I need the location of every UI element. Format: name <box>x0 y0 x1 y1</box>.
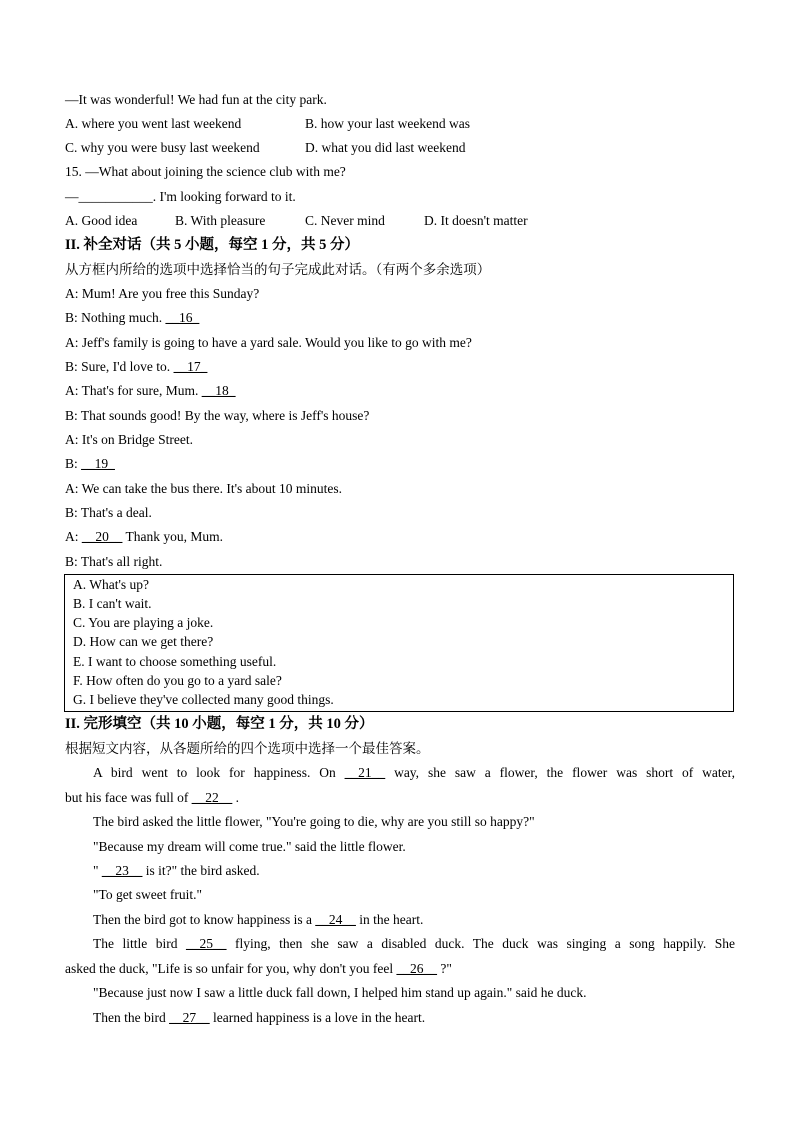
cloze-paragraph-line: A bird went to look for happiness. On __21__ way, she saw a flower, the flower was short of water, <box>93 765 735 780</box>
cloze-paragraph-line: Then the bird __27__ learned happiness is a love in the heart. <box>93 1010 426 1025</box>
q15-reply <box>65 188 296 206</box>
blank-20: __20__ <box>81 529 123 544</box>
q15-option-d: D. It doesn't matter <box>424 213 528 228</box>
dialogue-line: A: __20__ Thank you, Mum. <box>65 529 223 544</box>
options-box <box>64 574 734 712</box>
blank-24: __24__ <box>315 912 356 927</box>
dialogue-line: B: __19_ <box>65 456 115 471</box>
dialogue-line: A: Jeff's family is going to have a yard sale. Would you like to go with me? <box>65 335 472 350</box>
dialogue-line: A: We can take the bus there. It's about 10 minutes. <box>65 481 343 496</box>
cloze-instruction: 根据短文内容，从各题所给的四个选项中选择一个最佳答案。 <box>65 741 430 756</box>
q15-reply-prefix: — <box>65 189 79 204</box>
box-option-b: B. I can't wait. <box>73 596 152 611</box>
box-option-c: C. You are playing a joke. <box>73 615 214 630</box>
blank-26: __26__ <box>396 961 437 976</box>
q14-option-a: A. where you went last weekend <box>65 116 242 131</box>
blank-23: __23__ <box>101 863 143 878</box>
dialogue-section-heading: II. 补全对话（共 5 小题，每空 1 分，共 5 分） <box>65 237 360 253</box>
dialogue-line: B: That's a deal. <box>65 505 152 520</box>
q14-option-b: B. how your last weekend was <box>305 116 470 131</box>
blank-18: __18_ <box>201 383 236 398</box>
cloze-paragraph-line: but his face was full of __22__ . <box>65 790 239 805</box>
box-option-g: G. I believe they've collected many good things. <box>73 692 334 707</box>
q15-question: 15. —What about joining the science club with me? <box>65 164 346 179</box>
blank-22: __22__ <box>191 790 233 805</box>
q14-option-c: C. why you were busy last weekend <box>65 140 260 155</box>
q15-option-b: B. With pleasure <box>175 213 266 228</box>
blank-21: __21__ <box>344 765 386 780</box>
cloze-paragraph-line: " __23__ is it?" the bird asked. <box>93 863 260 878</box>
cloze-paragraph-line: The little bird __25__ flying, then she saw a disabled duck. The duck was singing a song happily. She <box>93 936 735 951</box>
dialogue-line: B: That sounds good! By the way, where is Jeff's house? <box>65 408 370 423</box>
blank-27: __27__ <box>169 1010 210 1025</box>
box-option-a: A. What's up? <box>73 577 150 592</box>
blank-25: __25__ <box>186 936 227 951</box>
cloze-paragraph-line: "To get sweet fruit." <box>93 887 203 902</box>
blank-17: __17_ <box>173 359 208 374</box>
cloze-paragraph-line: Then the bird got to know happiness is a __24__ in the heart. <box>93 912 424 927</box>
dialogue-line: A: Mum! Are you free this Sunday? <box>65 286 260 301</box>
q15-option-c: C. Never mind <box>305 213 385 228</box>
q14-option-d: D. what you did last weekend <box>305 140 466 155</box>
dialogue-instruction: 从方框内所给的选项中选择恰当的句子完成此对话。（有两个多余选项） <box>65 262 491 277</box>
dialogue-line: A: It's on Bridge Street. <box>65 432 194 447</box>
q15-option-a: A. Good idea <box>65 213 138 228</box>
cloze-paragraph-line: asked the duck, "Life is so unfair for you, why don't you feel __26__ ?" <box>65 961 452 976</box>
dialogue-line: A: That's for sure, Mum. __18_ <box>65 383 236 398</box>
blank-16: __16_ <box>165 310 200 325</box>
q15-reply-suffix: . I'm looking forward to it. <box>152 189 296 204</box>
dialogue-line: B: That's all right. <box>65 554 163 569</box>
dialogue-line: B: Sure, I'd love to. __17_ <box>65 359 208 374</box>
cloze-paragraph-line: "Because my dream will come true." said the little flower. <box>93 839 406 854</box>
q14-answer-line: —It was wonderful! We had fun at the city park. <box>65 92 327 107</box>
box-option-f: F. How often do you go to a yard sale? <box>73 673 282 688</box>
cloze-paragraph-line: "Because just now I saw a little duck fall down, I helped him stand up again." said he duck. <box>93 985 587 1000</box>
box-option-e: E. I want to choose something useful. <box>73 654 277 669</box>
box-option-d: D. How can we get there? <box>73 634 214 649</box>
dialogue-line: B: Nothing much. __16_ <box>65 310 200 325</box>
cloze-section-heading: II. 完形填空（共 10 小题，每空 1 分，共 10 分） <box>65 716 374 732</box>
blank-19: __19_ <box>81 456 115 471</box>
q15-blank: ___________ <box>78 189 153 204</box>
cloze-paragraph-line: The bird asked the little flower, "You're going to die, why are you still so happy?" <box>93 814 535 829</box>
